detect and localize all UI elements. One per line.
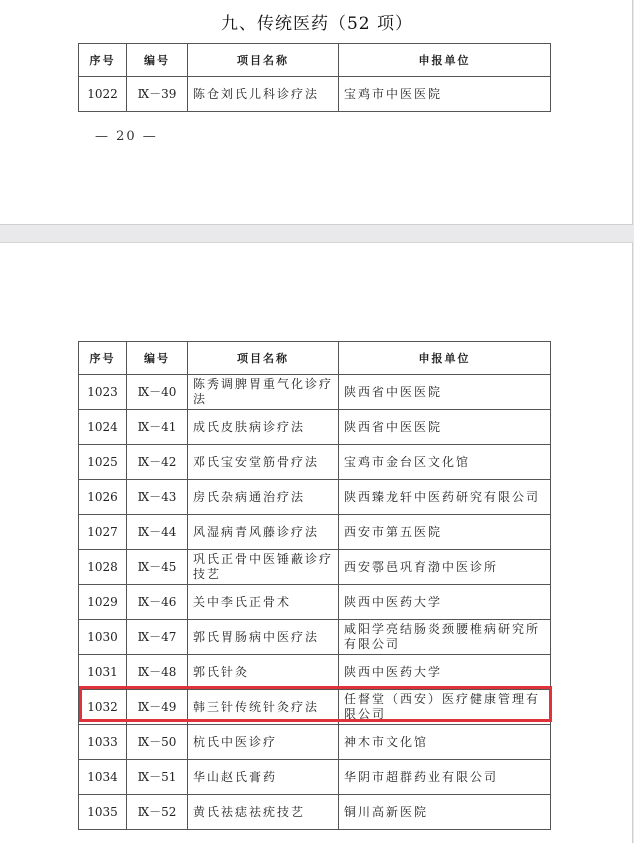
page-number: — 20 — xyxy=(95,129,158,144)
cell-unit: 陕西臻龙轩中医药研究有限公司 xyxy=(339,480,551,515)
cell-seq: 1026 xyxy=(79,480,127,515)
cell-code: Ⅸ－39 xyxy=(127,77,188,112)
table-row xyxy=(79,375,551,410)
cell-seq: 1030 xyxy=(79,620,127,655)
cell-seq: 1032 xyxy=(79,690,127,725)
cell-seq: 1028 xyxy=(79,550,127,585)
cell-name: 房氏杂病通治疗法 xyxy=(188,480,339,515)
table-header-row xyxy=(79,342,551,375)
cell-unit: 任督堂（西安）医疗健康管理有限公司 xyxy=(339,690,551,725)
table-row xyxy=(79,550,551,585)
section-title: 九、传统医药（52 项） xyxy=(220,14,414,34)
cell-seq: 1024 xyxy=(79,410,127,445)
cell-name: 风湿病青风藤诊疗法 xyxy=(188,515,339,550)
cell-code: Ⅸ－49 xyxy=(127,690,188,725)
cell-seq: 1033 xyxy=(79,725,127,760)
cell-code: Ⅸ－43 xyxy=(127,480,188,515)
cell-seq: 1029 xyxy=(79,585,127,620)
table-row xyxy=(79,445,551,480)
cell-seq: 1023 xyxy=(79,375,127,410)
col-header-seq: 序号 xyxy=(79,44,127,77)
cell-seq: 1035 xyxy=(79,795,127,830)
table-row xyxy=(79,480,551,515)
table-row-highlighted xyxy=(79,690,551,725)
cell-unit: 陕西中医药大学 xyxy=(339,655,551,690)
cell-code: Ⅸ－41 xyxy=(127,410,188,445)
col-header-seq: 序号 xyxy=(79,342,127,375)
cell-seq: 1022 xyxy=(79,77,127,112)
cell-name: 关中李氏正骨术 xyxy=(188,585,339,620)
col-header-unit: 申报单位 xyxy=(339,44,551,77)
cell-code: Ⅸ－42 xyxy=(127,445,188,480)
cell-unit: 陕西省中医医院 xyxy=(339,375,551,410)
cell-name: 韩三针传统针灸疗法 xyxy=(188,690,339,725)
cell-code: Ⅸ－51 xyxy=(127,760,188,795)
cell-code: Ⅸ－44 xyxy=(127,515,188,550)
cell-name: 杭氏中医诊疗 xyxy=(188,725,339,760)
cell-seq: 1025 xyxy=(79,445,127,480)
table-row xyxy=(79,655,551,690)
cell-name: 陈秀调脾胃重气化诊疗法 xyxy=(188,375,339,410)
cell-unit: 宝鸡市金台区文化馆 xyxy=(339,445,551,480)
cell-code: Ⅸ－45 xyxy=(127,550,188,585)
cell-code: Ⅸ－47 xyxy=(127,620,188,655)
cell-unit: 宝鸡市中医医院 xyxy=(339,77,551,112)
heritage-table-page-2 xyxy=(78,341,551,830)
table-row xyxy=(79,725,551,760)
heritage-table-page-1 xyxy=(78,43,551,112)
table-row xyxy=(79,515,551,550)
cell-name: 郭氏胃肠病中医疗法 xyxy=(188,620,339,655)
cell-unit: 咸阳学亮结肠炎颈腰椎病研究所有限公司 xyxy=(339,620,551,655)
cell-code: Ⅸ－50 xyxy=(127,725,188,760)
cell-code: Ⅸ－52 xyxy=(127,795,188,830)
table-row xyxy=(79,795,551,830)
col-header-name: 项目名称 xyxy=(188,342,339,375)
cell-unit: 西安鄠邑巩育渤中医诊所 xyxy=(339,550,551,585)
cell-name: 陈仓刘氏儿科诊疗法 xyxy=(188,77,339,112)
table-row xyxy=(79,585,551,620)
cell-seq: 1031 xyxy=(79,655,127,690)
table-header-row xyxy=(79,44,551,77)
cell-name: 巩氏正骨中医锤蔽诊疗技艺 xyxy=(188,550,339,585)
cell-name: 华山赵氏膏药 xyxy=(188,760,339,795)
col-header-unit: 申报单位 xyxy=(339,342,551,375)
cell-unit: 陕西中医药大学 xyxy=(339,585,551,620)
table-row xyxy=(79,620,551,655)
cell-seq: 1034 xyxy=(79,760,127,795)
cell-name: 黄氏祛痣祛疣技艺 xyxy=(188,795,339,830)
col-header-code: 编号 xyxy=(127,342,188,375)
col-header-name: 项目名称 xyxy=(188,44,339,77)
cell-code: Ⅸ－46 xyxy=(127,585,188,620)
table-row xyxy=(79,77,551,112)
cell-unit: 西安市第五医院 xyxy=(339,515,551,550)
cell-name: 郭氏针灸 xyxy=(188,655,339,690)
cell-name: 邓氏宝安堂筋骨疗法 xyxy=(188,445,339,480)
cell-code: Ⅸ－48 xyxy=(127,655,188,690)
cell-unit: 陕西省中医医院 xyxy=(339,410,551,445)
table-row xyxy=(79,760,551,795)
cell-unit: 华阴市超群药业有限公司 xyxy=(339,760,551,795)
cell-code: Ⅸ－40 xyxy=(127,375,188,410)
cell-name: 成氏皮肤病诊疗法 xyxy=(188,410,339,445)
cell-seq: 1027 xyxy=(79,515,127,550)
table-row xyxy=(79,410,551,445)
cell-unit: 神木市文化馆 xyxy=(339,725,551,760)
col-header-code: 编号 xyxy=(127,44,188,77)
cell-unit: 铜川高新医院 xyxy=(339,795,551,830)
